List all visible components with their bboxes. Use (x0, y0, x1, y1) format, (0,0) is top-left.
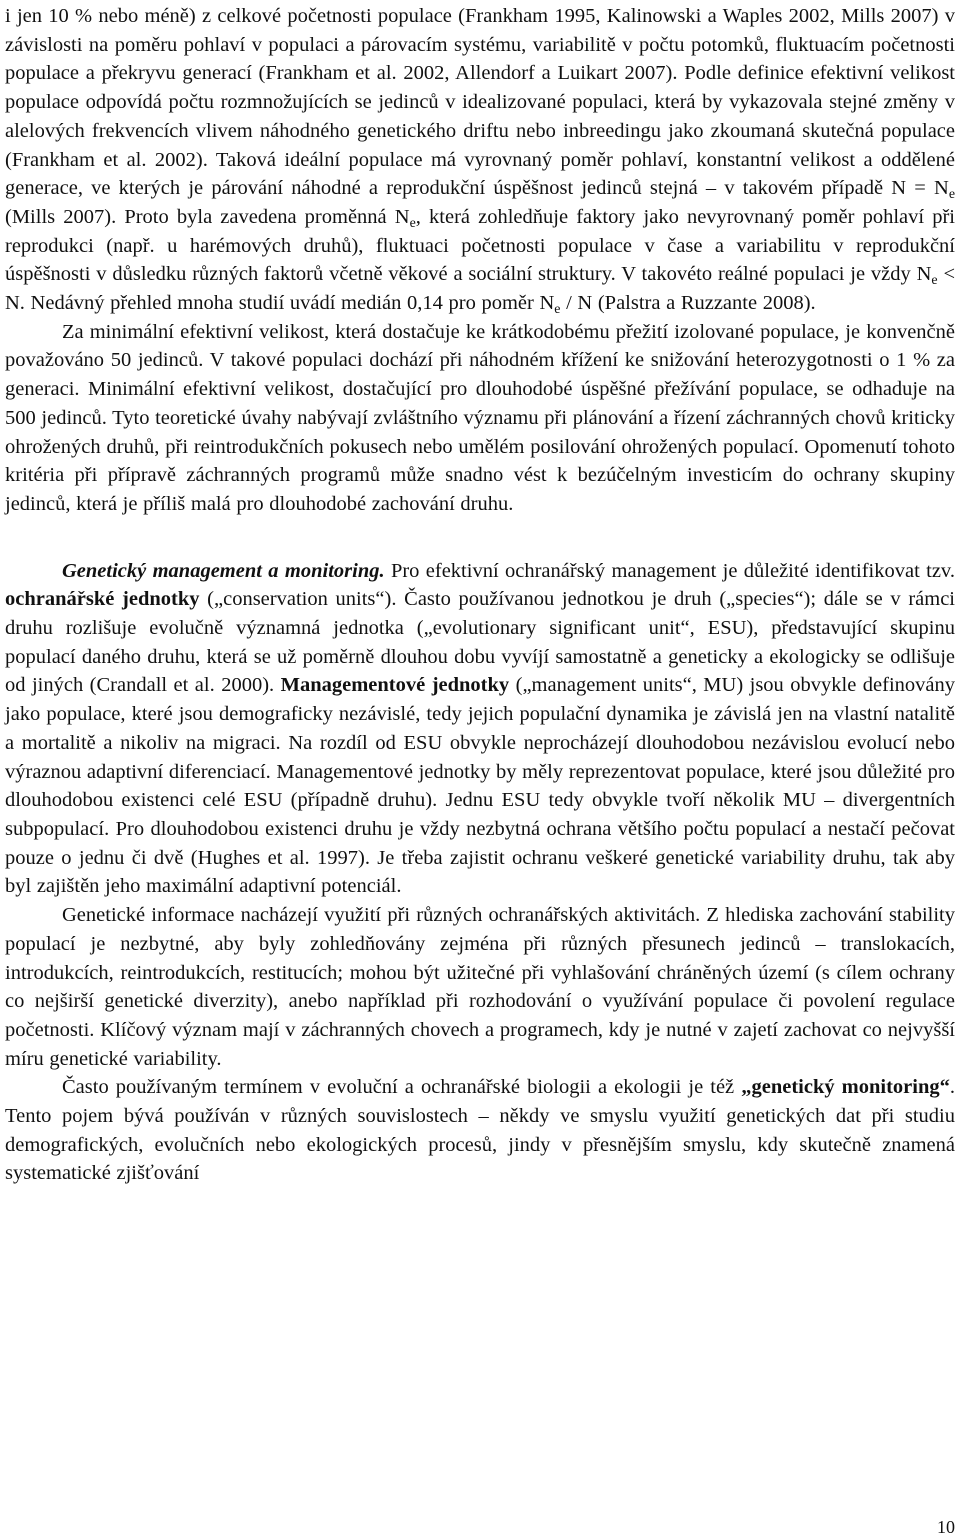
body-paragraph (5, 2, 955, 318)
page-number: 10 (937, 1517, 955, 1537)
text-run: („management units“, MU) jsou obvykle definovány jako populace, které jsou demograficky nezávislé, tedy jejich populační dynamika je závislá jen na vlastní natalitě a mortalitě a nikoliv na migraci. Na rozdíl od ESU obvykle neprocházejí dlouhodobou nezávislou evolucí nebo výraznou adaptivní diferenciací. Managementové jednotky by měly reprezentovat populace, které jsou důležité pro dlouhodobou existenci celé ESU (případně druhu). Jednu ESU tedy obvykle tvoří několik MU – divergentních subpopulací. Pro dlouhodobou existenci druhu je vždy nezbytná ochrana většího počtu populací a nestačí pečovat pouze o jednu či dvě (Hughes et al. 1997). Je třeba zajistit ochranu veškeré genetické variability druhu, tak aby byl zajištěn jeho maximální adaptivní potenciál. (5, 674, 955, 898)
text-run: Pro efektivní ochranářský management je důležité identifikovat tzv. (384, 559, 955, 582)
text-run: Genetické informace nacházejí využití při různých ochranářských aktivitách. Z hlediska zachování stability populací je nezbytné, aby byly zohledňovány zejména při různých přesunech jedinců – translokacích, introdukcích, reintrodukcích, restitucích; mohou být užitečné při vyhlašování chráněných území (s cílem ochrany co nejširší genetické diverzity), anebo například při rozhodování o využívání populace či povolení regulace početnosti. Klíčový význam mají v záchranných chovech a programech, kdy je nutné v zajetí zachovat co nejvyšší míru genetické variability. (5, 904, 955, 1070)
bold-term: ochranářské jednotky (5, 588, 200, 611)
text-run: / N (Palstra a Ruzzante 2008). (560, 292, 816, 315)
text-run: . Tento pojem bývá používán v různých souvislostech – někdy ve smyslu využití genetických dat při studiu demografických, evolučních nebo ekologických procesů, jindy v přesnějším smyslu, kdy skutečně znamená systematické zjišťování (5, 1076, 955, 1185)
subscript: e (948, 187, 955, 203)
text-run: , která zohledňuje faktory jako nevyrovnaný poměr pohlaví při reprodukci (např. u harémových druhů), fluktuaci početnosti populace v čase a variabilitu v reprodukční úspěšnosti v důsledku různých faktorů včetně věkové a sociální struktury. V takovéto reálné populaci je vždy N (5, 205, 955, 286)
text-run: Často používaným termínem v evoluční a ochranářské biologii a ekologii je též (62, 1076, 742, 1099)
subscript: e (554, 301, 561, 317)
text-run: Za minimální efektivní velikost, která dostačuje ke krátkodobému přežití izolované populace, je konvenčně považováno 50 jedinců. V takové populaci dochází při náhodném křížení ke snižování heterozygotnosti o 1 % za generaci. Minimální efektivní velikost, dostačující pro dlouhodobé úspěšné přežívání populace, se odhaduje na 500 jedinců. Tyto teoretické úvahy nabývají zvláštního významu při plánování a řízení záchranných chovů kriticky ohrožených druhů, při reintrodukčních pokusech nebo umělém posilování ohrožených populací. Opomenutí tohoto kritéria při přípravě záchranných programů může snadno vést k bezúčelným investicím do ochrany skupiny jedinců, která je příliš malá pro dlouhodobé zachování druhu. (5, 320, 955, 515)
text-run: (Mills 2007). Proto byla zavedena proměnná N (5, 205, 410, 228)
bold-term: „genetický monitoring“ (741, 1076, 950, 1099)
text-run: i jen 10 % nebo méně) z celkové početnosti populace (Frankham 1995, Kalinowski a Waples 2002, Mills 2007) v závislosti na poměru pohlaví v populaci a párovacím systému, variabilitě v počtu potomků, fluktuacím početnosti populace a překryvu generací (Frankham et al. 2002, Allendorf a Luikart 2007). Podle definice efektivní velikost populace odpovídá počtu rozmnožujících se jedinců v idealizované populaci, která by vykazovala stejné změny v alelových frekvencích vlivem náhodného genetického driftu nebo inbreedingu jako zkoumaná skutečná populace (Frankham et al. 2002). Taková ideální populace má vyrovnaný poměr pohlaví, konstantní velikost a oddělené generace, ve kterých je párování náhodné a reprodukční úspěšnost jedinců stejná – v takovém případě N = N (5, 5, 955, 200)
body-paragraph (5, 557, 955, 901)
body-paragraph (5, 1073, 955, 1188)
text-run: < N. Nedávný přehled mnoha studií uvádí medián 0,14 pro poměr N (5, 263, 956, 315)
body-paragraph (5, 901, 955, 1073)
bold-term: Managementové jednotky (280, 674, 510, 697)
subscript: e (409, 215, 416, 231)
bold-italic-heading: Genetický management a monitoring. (62, 559, 385, 582)
section-gap (5, 519, 955, 557)
body-paragraph (5, 318, 955, 519)
subscript: e (931, 273, 938, 289)
document-page (5, 0, 955, 1188)
text-run: („conservation units“). Často používanou jednotkou je druh („species“); dále se v rámci druhu rozlišuje evolučně významná jednotka („evolutionary significant unit“, ESU), představující skupinu populací daného druhu, která se už poměrně dlouhou dobu vyvíjí samostatně a geneticky a ekologicky se odlišuje od jiných (Crandall et al. 2000). (5, 588, 955, 697)
